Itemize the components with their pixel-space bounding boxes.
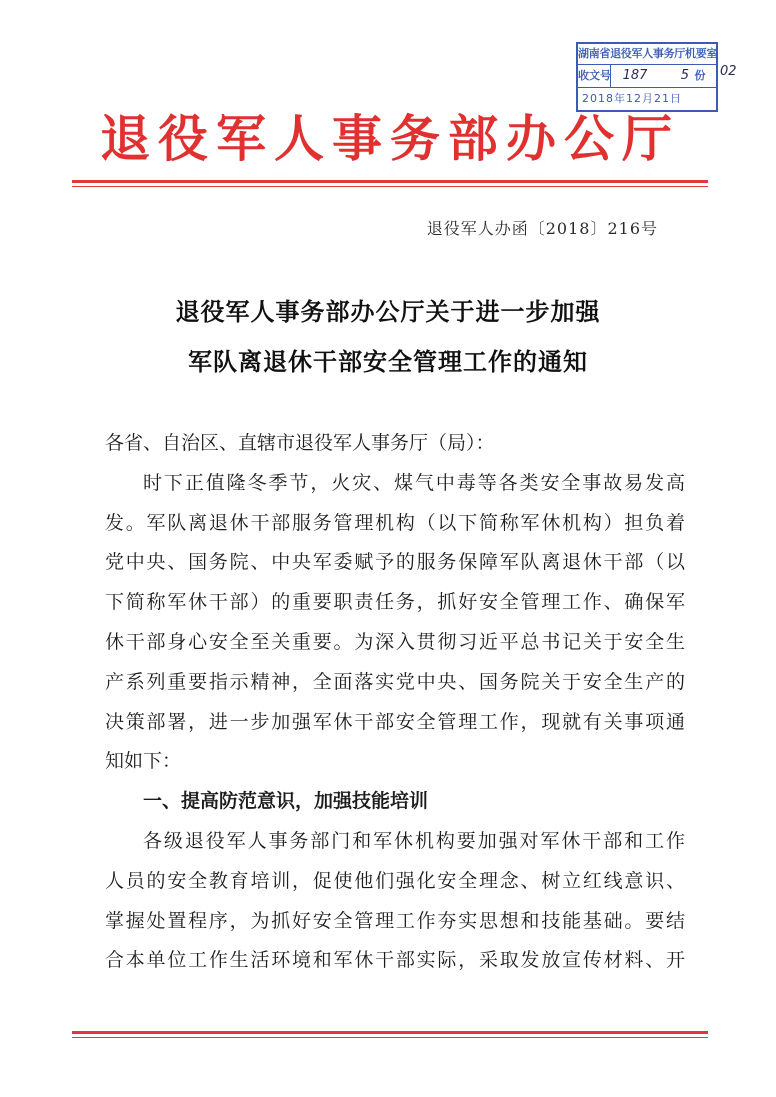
stamp-extra-note: 02 xyxy=(720,64,737,79)
paragraph-line: 发。军队离退休干部服务管理机构（以下简称军休机构）担负着 xyxy=(105,511,685,534)
header-divider xyxy=(72,180,708,183)
paragraph-line: 下简称军休干部）的重要职责任务，抓好安全管理工作、确保军 xyxy=(105,591,685,614)
stamp-copies-label: 份 xyxy=(694,69,706,82)
org-header: 退役军人事务部办公厅 xyxy=(100,109,680,168)
footer-divider xyxy=(72,1031,708,1034)
stamp-row-receipt xyxy=(578,65,716,88)
document-title-line-2: 军队离退休干部安全管理工作的通知 xyxy=(188,348,588,376)
document-body xyxy=(105,424,685,981)
stamp-row-date xyxy=(578,88,716,110)
stamp-copies: 5 xyxy=(680,68,689,83)
stamp-receipt-number: 187 xyxy=(622,68,648,83)
paragraph-line: 合本单位工作生活环境和军休干部实际，采取发放宣传材料、开 xyxy=(105,949,685,972)
paragraph-line: 休干部身心安全至关重要。为深入贯彻习近平总书记关于安全生 xyxy=(105,630,685,653)
section-heading: 一、提高防范意识，加强技能培训 xyxy=(143,790,429,813)
paragraph-line: 人员的安全教育培训，促使他们强化安全理念、树立红线意识、 xyxy=(105,869,685,892)
header-divider-thin xyxy=(72,186,708,187)
paragraph-line: 党中央、国务院、中央军委赋予的服务保障军队离退休干部（以 xyxy=(105,551,685,574)
stamp-title: 湖南省退役军人事务厅机要室 xyxy=(578,44,716,65)
stamp-date: 2018年12月21日 xyxy=(582,92,682,105)
document-title-line-1: 退役军人事务部办公厅关于进一步加强 xyxy=(175,298,601,326)
paragraph-line: 各级退役军人事务部门和军休机构要加强对军休干部和工作 xyxy=(143,829,685,852)
paragraph-line: 决策部署，进一步加强军休干部安全管理工作，现就有关事项通 xyxy=(105,710,685,733)
paragraph-line: 时下正值隆冬季节，火灾、煤气中毒等各类安全事故易发高 xyxy=(143,471,685,494)
footer-divider-thin xyxy=(72,1037,708,1038)
salutation: 各省、自治区、直辖市退役军人事务厅（局）： xyxy=(105,432,495,454)
stamp-receipt-label: 收文号 xyxy=(578,65,611,87)
paragraph-line: 知如下： xyxy=(105,750,182,773)
paragraph-line: 产系列重要指示精神，全面落实党中央、国务院关于安全生产的 xyxy=(105,670,685,693)
receipt-stamp xyxy=(576,42,718,112)
document-number: 退役军人办函〔2018〕216号 xyxy=(426,219,658,238)
paragraph-line: 掌握处置程序，为抓好安全管理工作夯实思想和技能基础。要结 xyxy=(105,909,685,932)
